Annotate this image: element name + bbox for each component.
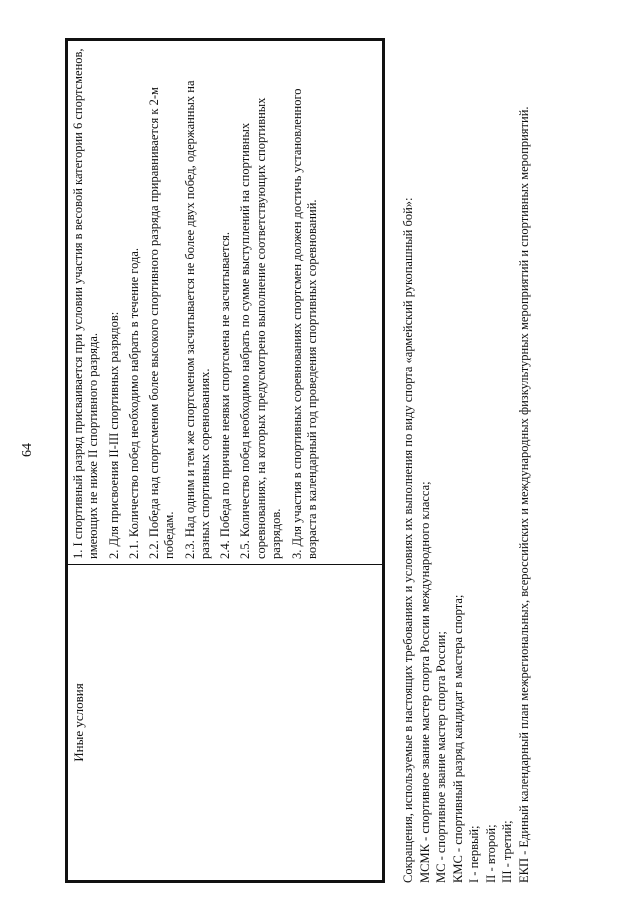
condition-paragraph: 1. I спортивный разряд присваивается при условии участия в весовой категории 6 спортсменов, имеющих не ниже II спортивного разряда. [71,48,101,559]
abbreviation-item: II - второй; [483,824,498,883]
condition-paragraph: 2.4. Победа по причине неявки спортсмена не засчитывается. [218,232,232,559]
notes-intro: Сокращения, используемые в настоящих требованиях и условиях их выполнения по виду спорта «армейский рукопашный бой»: [401,197,415,883]
conditions-table [65,38,385,883]
condition-paragraph: 2.1. Количество побед необходимо набрать в течение года. [126,247,141,559]
abbreviation-item: МС - спортивное звание мастер спорта России; [434,631,448,883]
table-row [67,40,384,882]
condition-paragraph: 2.2. Победа над спортсменом более высокого спортивного разряда приравнивается к 2-м победам. [147,87,177,559]
abbreviation-item: ЕКП - Единый календарный план межрегиональных, всероссийских и международных физкультурных мероприятий и спортивных мероприятий. [516,106,531,883]
abbreviation-item: МСМК - спортивное звание мастер спорта России международного класса; [417,481,432,883]
conditions-cell [67,40,384,565]
condition-paragraph: 2. Для присвоения II-III спортивных разрядов: [106,311,121,559]
abbreviations-notes [400,38,532,883]
condition-paragraph: 2.3. Над одним и тем же спортсменом засчитывается не более двух побед, одержанных на разных спортивных соревнованиях. [182,80,212,559]
page-number: 64 [20,443,35,457]
abbreviation-item: I - первый; [467,825,481,883]
condition-paragraph: 2.5. Количество побед необходимо набрать по сумме выступлений на спортивных соревнованиях, на которых предусмотрено выполнение соответствующих спортивных разрядов. [238,97,283,559]
row-label-cell: Иные условия [67,565,384,882]
abbreviation-item: III - третий; [500,820,514,883]
condition-paragraph: 3. Для участия в спортивных соревнованиях спортсмен должен достичь установленного возраста в календарный год проведения спортивных соревнований. [290,88,320,559]
abbreviation-item: КМС - спортивный разряд кандидат в мастера спорта; [450,594,465,883]
